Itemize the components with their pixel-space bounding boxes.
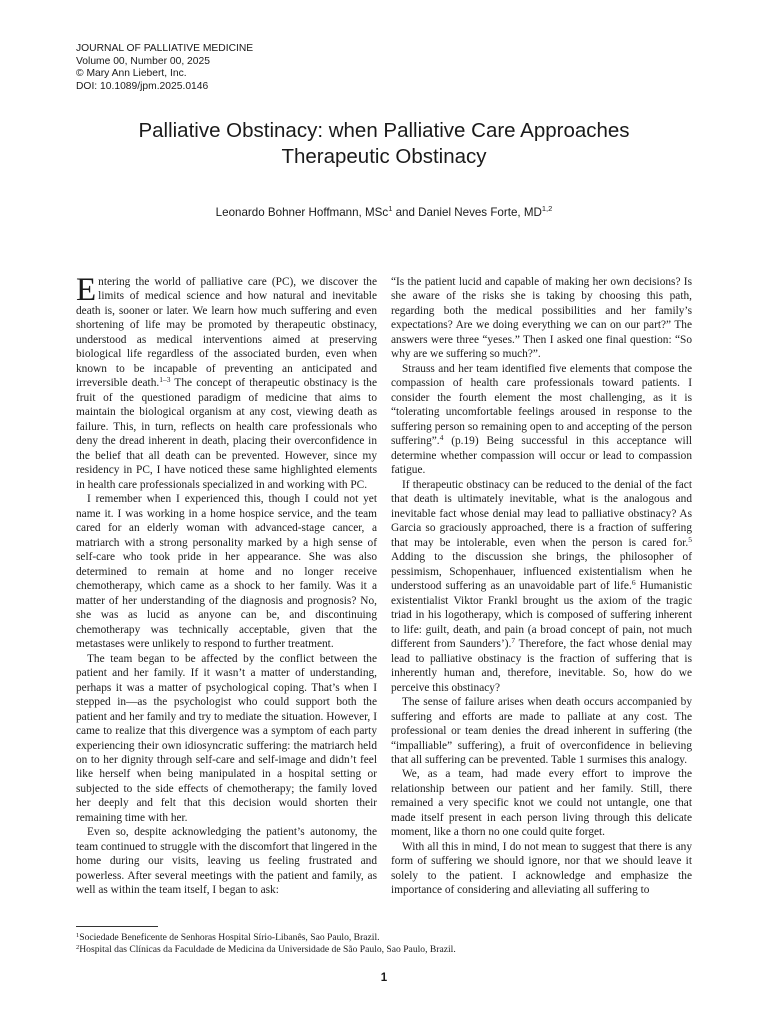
page-number: 1 xyxy=(380,972,388,984)
paragraph-7 xyxy=(391,478,692,695)
paragraph-7-text-cont: Adding to the discussion she brings, the philosopher of pessimism, Schopenhauer, influenced existentialism when he understood suffering as an unavoidable part of life. xyxy=(391,551,692,593)
paragraph-7-text: If therapeutic obstinacy can be reduced to the denial of the fact that death is ultimately inevitable, what is the analogous and inevitable fact whose denial may lead to palliative obstinacy? As Garcia so graciously approached, there is a fraction of suffering that may be intolerable, even when the person is cared for. xyxy=(391,478,692,549)
journal-doi[interactable]: DOI: 10.1089/jpm.2025.0146 xyxy=(76,80,209,92)
paragraph-1-text: ntering the world of palliative care (PC), we discover the limits of medical science and how natural and inevitable death is, sooner or later. We learn how much suffering and even shortening of life may be promoted by therapeutic obstinacy, understood as medical interventions aimed at preserving biological life regardless of the associated burden, even when known to be incapable of preventing an anticipated and irreversible death. xyxy=(76,276,377,390)
author-connector: and xyxy=(392,206,419,219)
citation-ref[interactable]: 6 xyxy=(631,578,636,588)
citation-ref[interactable]: 5 xyxy=(688,534,692,544)
footnote-2-text: Hospital das Clínicas da Faculdade de Medicina da Universidade de São Paulo, Sao Paulo, Brazil. xyxy=(79,943,456,955)
footnote-1 xyxy=(76,932,696,944)
footnote-1-text: Sociedade Beneficente de Senhoras Hospital Sírio-Libanês, Sao Paulo, Brazil. xyxy=(79,932,380,943)
footnote-divider xyxy=(76,926,158,927)
paragraph-1-text-cont: The concept of therapeutic obstinacy is the fruit of the questioned paradigm of medicine that aims to maintain the biological organism at any cost, viewing death as failure. This, in turn, reflects on health care professionals who deny the dread inherent in death, placing their overconfidence in the belief that all death can be prevented. However, since my residency in PC, I have noticed these same highlighted elements in health care professionals specialized in and working with PC. xyxy=(76,377,378,491)
paragraph-3: The team began to be affected by the conflict between the patient and her family. If it wasn’t a matter of understanding, perhaps it was a matter of psychological coping. That’s when I stepped in—as the psychologist who could support both the patient and her family and try to mediate the situation. However, I came to realize that this divergence was a symptom of each party experiencing their own idiosyncratic suffering: the matriarch held on to her dignity through self-care and self-image and didn’t feel like herself when being manipulated in a hospital setting or subjected to the side effects of chemotherapy; the family loved her deeply and felt that this decision would shorten their remaining time with her. xyxy=(76,652,377,824)
footnote-1-mark: 1 xyxy=(76,932,80,939)
journal-name: JOURNAL OF PALLIATIVE MEDICINE xyxy=(76,43,254,54)
paragraph-8: The sense of failure arises when death occurs accompanied by suffering and efforts are made to palliate at any cost. The professional or team denies the dread inherent in suffering (the “impalliable” suffering), a fruit of overconfidence in believing that all suffering can be prevented. Table 1 surmises this analogy. xyxy=(391,696,692,766)
journal-header xyxy=(76,43,253,93)
paragraph-1 xyxy=(76,272,378,492)
paragraph-4: Even so, despite acknowledging the patient’s autonomy, the team continued to struggle with the discomfort that lingered in the home during our visits, leaving us feeling frustrated and powerless. After several meetings with the patient and family, as well as within the team itself, I began to ask: xyxy=(76,826,377,897)
paragraph-7-text-cont-2: Humanistic existentialist Viktor Frankl brought us the axiom of the tragic triad in his logotherapy, which is composed of suffering inherent to life: guilt, death, and pain (a broad concept of pain, not much different from Saunders’). xyxy=(391,580,693,651)
body-column-left xyxy=(76,272,378,898)
citation-ref[interactable]: 4 xyxy=(439,433,444,443)
author-1-affiliation: 1 xyxy=(388,204,393,213)
citation-ref[interactable]: 7 xyxy=(511,636,516,646)
footnotes xyxy=(76,932,696,955)
paragraph-7-text-cont-3: Therefore, the fact whose denial may lead to palliative obstinacy is the fraction of suffering that is inherently human and, therefore, inevitable. So, how do we perceive this obstinacy? xyxy=(391,638,692,694)
paragraph-9: We, as a team, had made every effort to improve the relationship between our patient and her family. Still, there remained a very specific knot we could not untangle, one that made itself present in each person living through this delicate moment, like a thorn no one could quite forget. xyxy=(391,768,692,839)
author-list xyxy=(40,206,728,219)
journal-copyright: © Mary Ann Liebert, Inc. xyxy=(76,68,187,79)
citation-ref[interactable]: 1–3 xyxy=(159,375,171,385)
paragraph-6-text: Strauss and her team identified five elements that compose the compassion of health care professionals toward patients. I consider the fourth element the most challenging, as it is “tolerating uncomfortable feelings aroused in response to the suffering person so remaining open to and accepting of the person suffering”. xyxy=(391,362,692,448)
drop-cap: E xyxy=(76,272,97,308)
paragraph-6-text-cont: (p.19) Being successful in this acceptance will determine whether compassion will occur or lead to compassion fatigue. xyxy=(391,435,692,477)
author-1: Leonardo Bohner Hoffmann, MSc xyxy=(215,206,389,219)
journal-volume: Volume 00, Number 00, 2025 xyxy=(76,55,210,67)
paragraph-5: “Is the patient lucid and capable of making her own decisions? Is she aware of the risks she is taking by choosing this path, regarding both the medical possibilities and her family’s expectations? Are we doing everything we can on our part?” The answers were three “yeses.” Then I asked one final question: “So why are we suffering so much?”. xyxy=(391,276,692,361)
author-2-affiliation: 1,2 xyxy=(541,204,553,213)
paragraph-2: I remember when I experienced this, though I could not yet name it. I was working in a home hospice service, and the team cared for an elderly woman with advanced-stage cancer, a matriarch with a strong personality marked by a high sense of self-care who took pride in her appearance. She was also determined to remain at home and no longer receive chemotherapy, which came as a shock to her family. Was it a matter of her understanding of the diagnosis and prognosis? No, she was as lucid as anyone can be, and discontinuing chemotherapy was technically acceptable, given that the metastases were unlikely to respond to further treatment. xyxy=(76,493,377,651)
body-column-right xyxy=(391,275,692,898)
paragraph-6 xyxy=(391,362,692,478)
title-line-2: Therapeutic Obstinacy xyxy=(281,145,487,168)
footnote-2-mark: 2 xyxy=(76,943,80,951)
footnote-2 xyxy=(76,944,696,956)
author-2: Daniel Neves Forte, MD xyxy=(418,206,542,219)
article-title xyxy=(40,118,728,170)
paragraph-10: With all this in mind, I do not mean to suggest that there is any form of suffering we should ignore, nor that we should leave it solely to the patient. I acknowledge and emphasize the importance of considering and alleviating all suffering to xyxy=(391,840,692,897)
title-line-1: Palliative Obstinacy: when Palliative Care Approaches xyxy=(138,119,630,142)
